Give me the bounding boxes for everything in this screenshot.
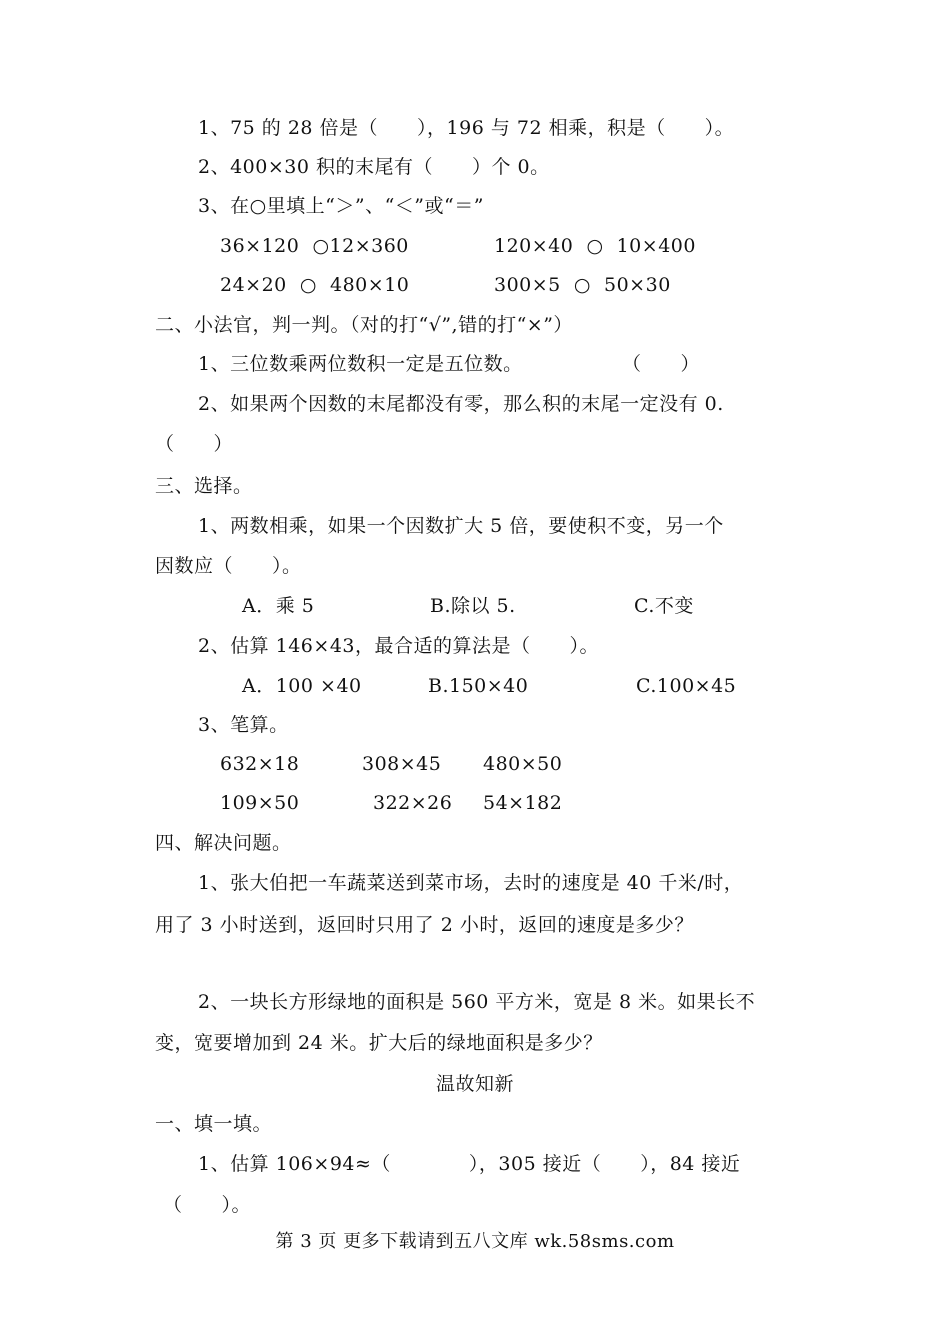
q2-2-answer: （ ） <box>155 433 234 455</box>
q3-1-option-b: B.除以 5. <box>430 595 516 617</box>
q4-1-line2: 用了 3 小时送到，返回时只用了 2 小时，返回的速度是多少？ <box>155 914 694 936</box>
q4-2-line1: 2、一块长方形绿地的面积是 560 平方米，宽是 8 米。如果长不 <box>198 991 756 1013</box>
q3-2-option-b: B.150×40 <box>428 675 529 697</box>
review-q1-line2: （ ）。 <box>163 1194 252 1216</box>
q1-3: 3、在○里填上“＞”、“＜”或“＝” <box>198 195 484 217</box>
compare-item-2: 120×40 ○ 10×400 <box>494 235 696 257</box>
q2-2: 2、如果两个因数的末尾都没有零，那么积的末尾一定没有 0. <box>198 393 724 415</box>
section-2-heading: 二、小法官，判一判。（对的打“√”,错的打“×”） <box>155 314 573 336</box>
q3-1-line2: 因数应（ ）。 <box>155 555 302 577</box>
q1-2: 2、400×30 积的末尾有（ ）个 0。 <box>198 156 550 178</box>
q3-2-option-a: A．100 ×40 <box>242 675 362 697</box>
q1-1: 1、75 的 28 倍是（ ），196 与 72 相乘，积是（ ）。 <box>198 117 735 139</box>
q3-1-option-c: C.不变 <box>634 595 694 617</box>
q3-2: 2、估算 146×43，最合适的算法是（ ）。 <box>198 635 599 657</box>
review-title: 温故知新 <box>435 1073 514 1095</box>
calc-item-6: 54×182 <box>483 792 563 814</box>
review-q1-line1: 1、估算 106×94≈（ ），305 接近（ ），84 接近 <box>198 1153 741 1175</box>
q4-2-line2: 变，宽要增加到 24 米。扩大后的绿地面积是多少？ <box>155 1032 603 1054</box>
q2-1: 1、三位数乘两位数积一定是五位数。 <box>198 353 523 375</box>
section-3-heading: 三、选择。 <box>155 475 253 497</box>
compare-item-1: 36×120 ○12×360 <box>220 235 409 257</box>
q3-3: 3、笔算。 <box>198 714 289 736</box>
calc-item-2: 308×45 <box>362 753 442 775</box>
calc-item-5: 322×26 <box>373 792 453 814</box>
section-4-heading: 四、解决问题。 <box>155 832 292 854</box>
compare-item-3: 24×20 ○ 480×10 <box>220 274 410 296</box>
calc-item-3: 480×50 <box>483 753 563 775</box>
page-footer: 第 3 页 更多下载请到五八文库 wk.58sms.com <box>275 1231 675 1252</box>
q2-1-answer: （ ） <box>622 353 701 375</box>
q4-1-line1: 1、张大伯把一车蔬菜送到菜市场，去时的速度是 40 千米/时， <box>198 872 744 894</box>
q3-2-option-c: C.100×45 <box>636 675 737 697</box>
q3-1-option-a: A．乘 5 <box>242 595 315 617</box>
q3-1-line1: 1、两数相乘，如果一个因数扩大 5 倍，要使积不变，另一个 <box>198 515 724 537</box>
calc-item-1: 632×18 <box>220 753 300 775</box>
review-section-1-heading: 一、填一填。 <box>155 1113 273 1135</box>
calc-item-4: 109×50 <box>220 792 300 814</box>
compare-item-4: 300×5 ○ 50×30 <box>494 274 671 296</box>
